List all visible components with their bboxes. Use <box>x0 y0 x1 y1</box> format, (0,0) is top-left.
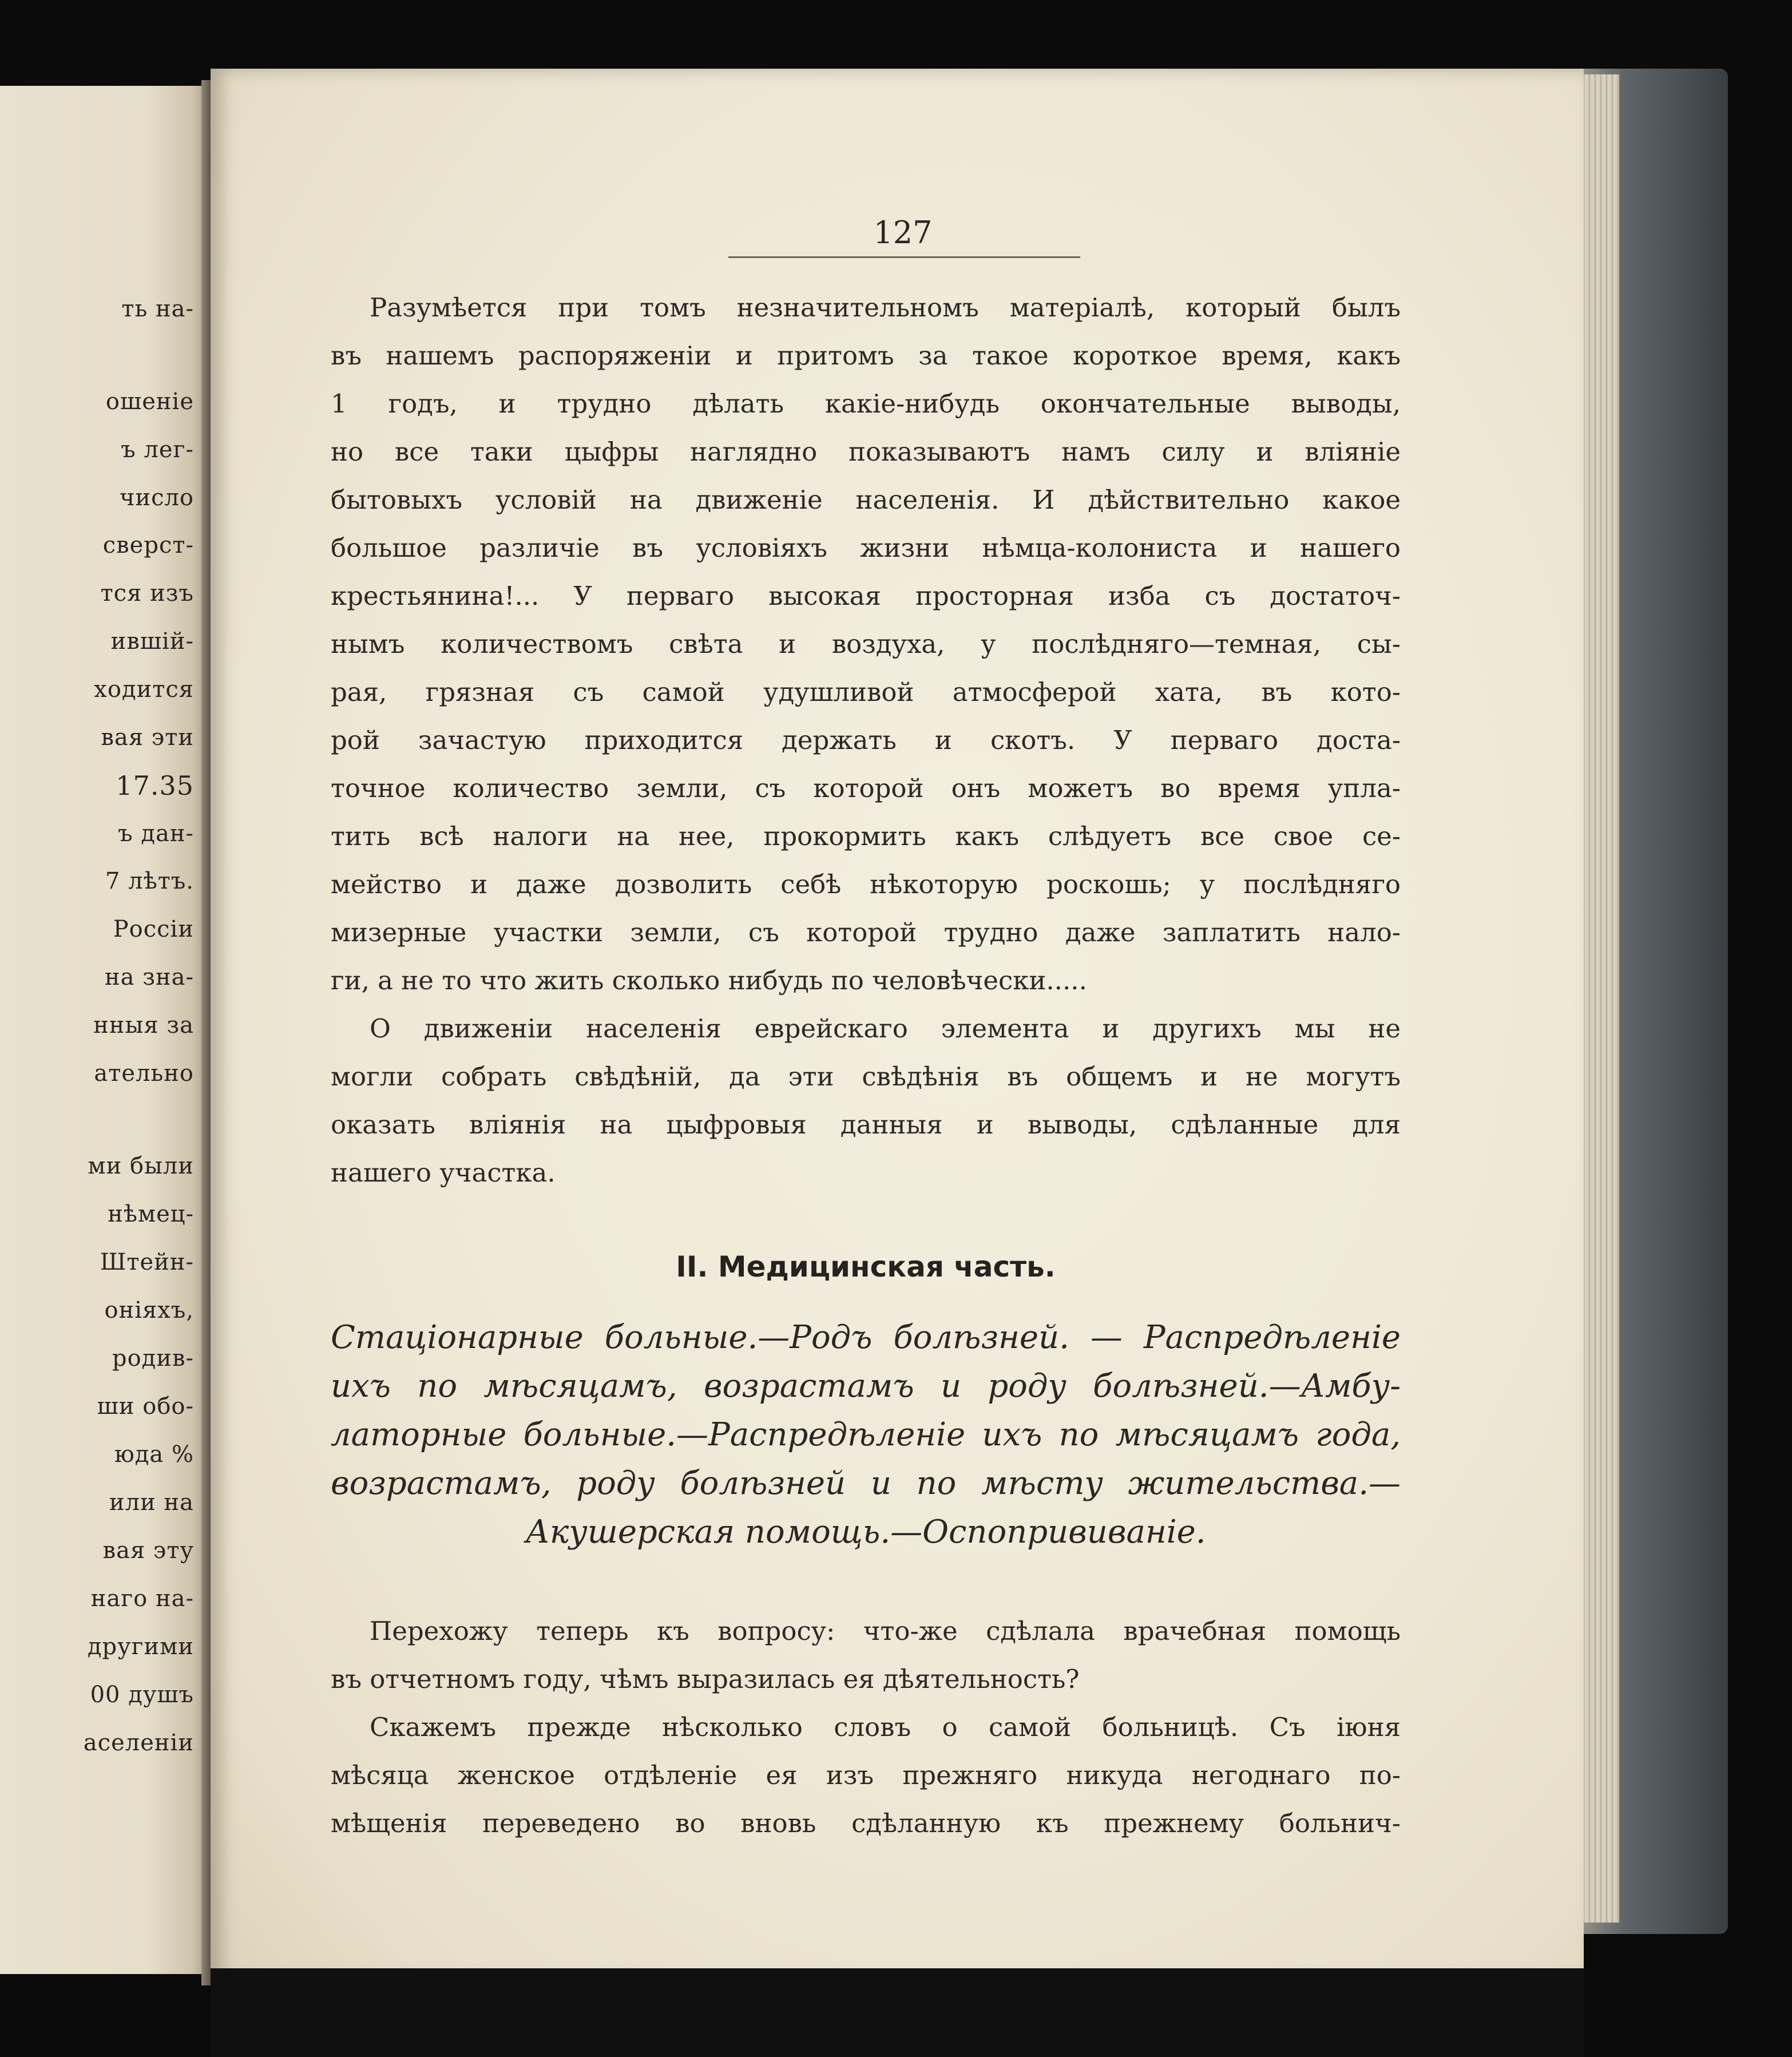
left-line: ми были <box>88 1153 194 1179</box>
left-line: Штейн- <box>100 1249 194 1275</box>
left-line: или на <box>109 1489 194 1516</box>
text-line: но все таки цыфры наглядно показываютъ намъ силу и вліяніе <box>331 437 1401 467</box>
summary-line: ихъ по мѣсяцамъ, возрастамъ и роду болѣзней.—Амбу- <box>331 1368 1401 1405</box>
text-line: мизерные участки земли, съ которой трудно даже заплатить нало- <box>331 917 1401 948</box>
left-line: сверст- <box>102 532 194 558</box>
text-line: ги, а не то что жить сколько нибудь по человѣчески..... <box>331 965 1087 996</box>
left-line: на зна- <box>104 964 194 990</box>
summary-line: возрастамъ, роду болѣзней и по мѣсту жительства.— <box>331 1465 1401 1502</box>
left-line: Россіи <box>113 916 194 942</box>
summary-line: Стаціонарные больные.—Родъ болѣзней. — Распредѣленіе <box>331 1319 1401 1356</box>
left-line: нныя за <box>93 1012 194 1039</box>
text-line: Разумѣется при томъ незначительномъ матеріалѣ, который былъ <box>370 292 1401 323</box>
text-line: нымъ количествомъ свѣта и воздуха, у послѣдняго—темная, сы- <box>331 629 1401 659</box>
left-line: тся изъ <box>100 580 194 607</box>
text-line: мейство и даже дозволить себѣ нѣкоторую роскошь; у послѣдняго <box>331 869 1401 899</box>
text-line: нашего участка. <box>331 1158 556 1188</box>
text-line: въ отчетномъ году, чѣмъ выразилась ея дѣятельность? <box>331 1664 1080 1694</box>
text-line: рая, грязная съ самой удушливой атмосферой хата, въ кото- <box>331 677 1401 707</box>
text-line: тить всѣ налоги на нее, прокормить какъ слѣдуетъ все свое се- <box>331 821 1401 851</box>
left-line: наго на- <box>90 1586 194 1612</box>
text-line: могли собрать свѣдѣній, да эти свѣдѣнія въ общемъ и не могутъ <box>331 1061 1401 1092</box>
left-line: ившій- <box>110 628 194 655</box>
left-line: ши обо- <box>97 1393 194 1420</box>
text-line: О движеніи населенія еврейскаго элемента и другихъ мы не <box>370 1013 1401 1044</box>
left-line: аселеніи <box>83 1730 194 1756</box>
text-line: оказать вліянія на цыфровыя данныя и выводы, сдѣланные для <box>331 1109 1401 1140</box>
left-line: вая эту <box>102 1537 194 1564</box>
text-line: Скажемъ прежде нѣсколько словъ о самой больницѣ. Съ іюня <box>370 1712 1401 1742</box>
text-line: рой зачастую приходится держать и скотъ. У перваго доста- <box>331 725 1401 755</box>
left-line: ходится <box>94 676 194 703</box>
right-page <box>211 69 1584 1983</box>
text-line: 1 годъ, и трудно дѣлать какіе-нибудь окончательные выводы, <box>331 389 1401 419</box>
left-line: ть на- <box>121 296 194 322</box>
left-line: ъ лег- <box>121 437 194 463</box>
text-line: точное количество земли, съ которой онъ можетъ во время упла- <box>331 773 1401 803</box>
text-line: въ нашемъ распоряженіи и притомъ за такое короткое время, какъ <box>331 340 1401 371</box>
text-line: бытовыхъ условій на движеніе населенія. И дѣйствительно какое <box>331 485 1401 515</box>
summary-line: Акушерская помощь.—Оспопрививаніе. <box>525 1513 1206 1551</box>
scan-bottom-background <box>211 1968 1584 2057</box>
page-number: 127 <box>873 215 933 251</box>
left-line: число <box>120 485 194 511</box>
section-heading: II. Медицинская часть. <box>676 1250 1056 1283</box>
left-line: другими <box>87 1634 194 1660</box>
left-line: родив- <box>112 1345 194 1372</box>
left-line: ательно <box>94 1060 194 1087</box>
left-page-fragment <box>0 86 209 1974</box>
text-line: мѣсяца женское отдѣленіе ея изъ прежняго никуда негоднаго по- <box>331 1760 1401 1790</box>
left-line: юда % <box>114 1441 194 1468</box>
left-line: ъ дан- <box>118 821 194 847</box>
left-line: оніяхъ, <box>104 1297 194 1323</box>
header-rule <box>728 256 1080 258</box>
text-line: крестьянина!... У перваго высокая просторная изба съ достаточ- <box>331 581 1401 611</box>
left-line: ошеніе <box>105 389 194 415</box>
left-line: 7 лѣтъ. <box>105 868 194 894</box>
text-line: мѣщенія переведено во вновь сдѣланную къ прежнему больнич- <box>331 1808 1401 1838</box>
left-line: 00 душъ <box>90 1682 194 1708</box>
left-line: 17.35 <box>116 770 194 801</box>
text-line: Перехожу теперь къ вопросу: что-же сдѣлала врачебная помощь <box>370 1616 1401 1646</box>
summary-line: латорные больные.—Распредѣленіе ихъ по мѣсяцамъ года, <box>331 1416 1401 1453</box>
left-line: вая эти <box>101 724 194 751</box>
left-line: нѣмец- <box>108 1201 194 1227</box>
text-line: большое различіе въ условіяхъ жизни нѣмца-колониста и нашего <box>331 533 1401 563</box>
